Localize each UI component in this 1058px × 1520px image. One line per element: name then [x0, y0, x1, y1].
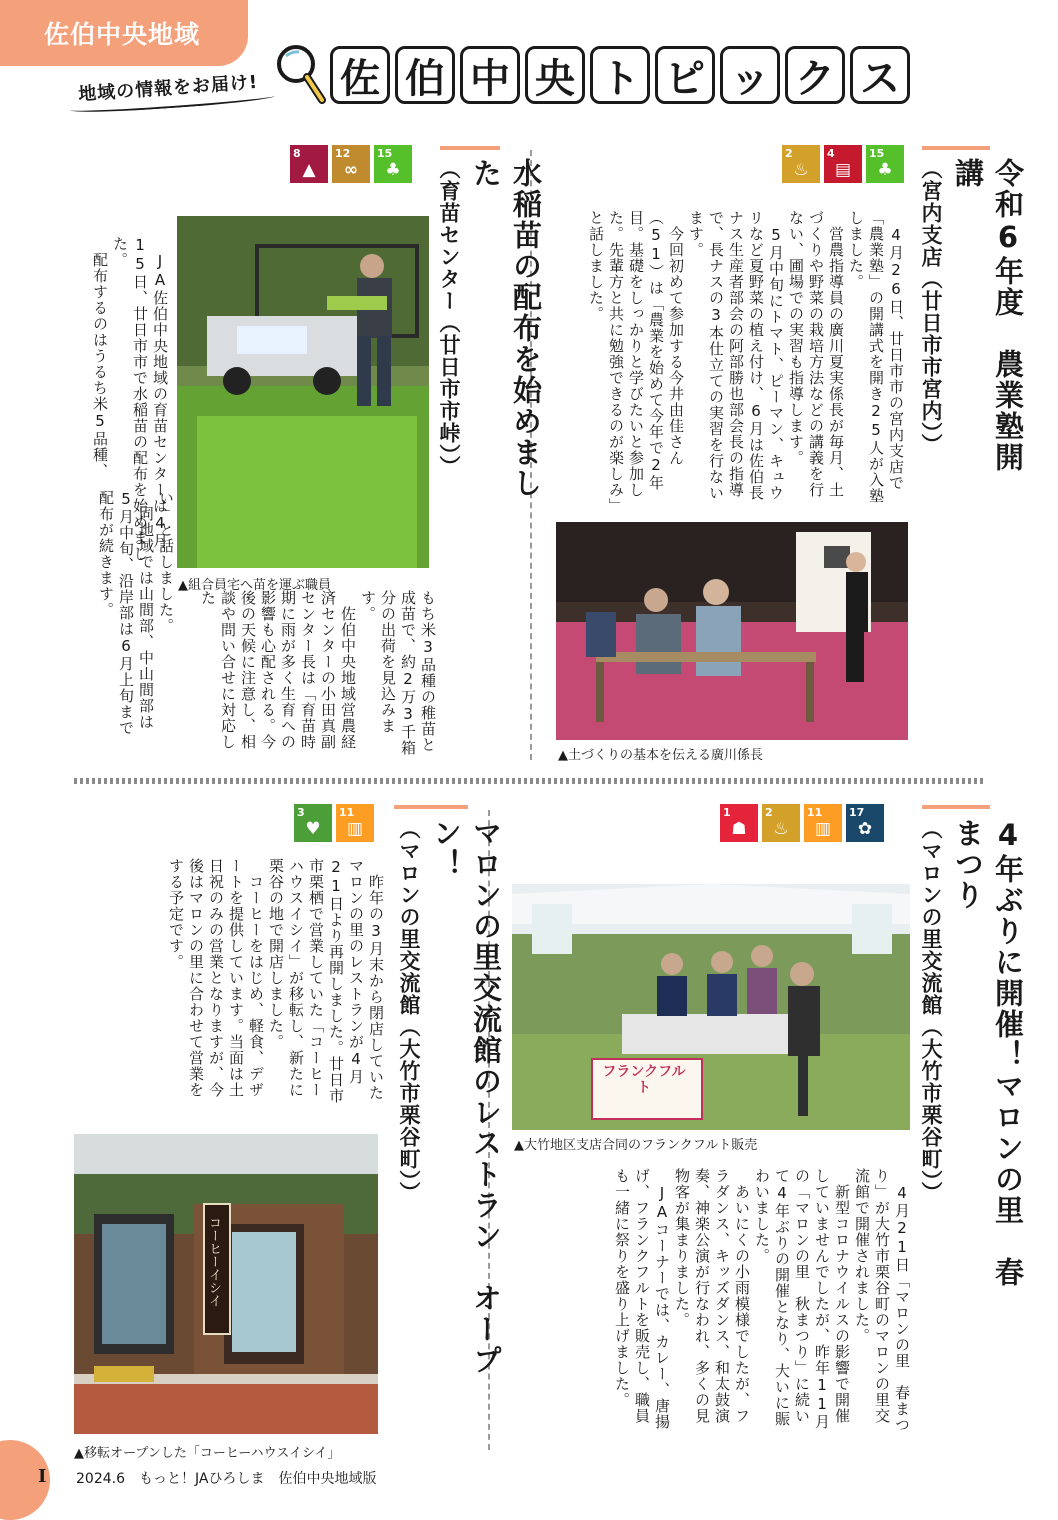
photo-caption: ▲移転オープンした「コーヒーハウスイシイ」: [74, 1446, 341, 1461]
magnifier-icon: [272, 42, 332, 106]
photo-coffee-house: [74, 1134, 378, 1434]
article-headline: 4年ぶりに開催！マロンの里 春まつり: [951, 818, 1025, 1288]
headline-accent: [394, 805, 468, 809]
tree-icon: 15 ♣: [866, 145, 904, 183]
article-headline: 令和6年度 農業塾開講: [951, 158, 1025, 473]
sdg-icons: [286, 145, 412, 183]
title-char: ス: [850, 46, 910, 104]
headline-accent: [922, 146, 990, 150]
photo-festival: [512, 884, 910, 1130]
article-body: 4月26日、廿日市市の宮内支店で「農業塾」の開講式を開き25人が入塾しました。 営農指導員の廣川夏実係長が毎月、土づくりや野菜の栽培方法などの講義を行ない、圃場での実習も指導します。 5月中旬にトマト、ピーマン、キュウリなど夏野菜の植え付け、6月は佐伯長ナス生産者部会の阿部勝也部会長の指導で、長ナスの3本仕立ての実習を行ないます。 今回初めて参加する今井由佳さん（51）は「農業を始めて今年で2年目。基礎をしっかりと学びたいと参加した。先輩方と共に勉強できるのが楽しみ」と話しました。: [587, 210, 905, 507]
photo-lecture: [556, 522, 908, 740]
article-body: 昨年の3月末から閉店していたマロンの里のレストランが4月21日より再開しました。廿日市市栗栖で営業していた「コーヒーハウスイシイ」が移転し、新たに栗谷の地で開店しました。 コーヒーをはじめ、軽食、デザートを提供しています。当面は土日祝のみの営業となりますが、今後はマロンの里に合わせて営業をする予定です。: [167, 858, 385, 1104]
photo-caption: ▲土づくりの基本を伝える廣川係長: [558, 748, 763, 763]
headline-accent: [440, 146, 500, 150]
people-icon: 1 ☗: [720, 804, 758, 842]
title-char: ッ: [720, 46, 780, 104]
article-headline: 水稲苗の配布を始めました: [469, 158, 543, 499]
article-subline: （宮内支店（廿日市市宮内））: [919, 158, 943, 456]
region-label: 佐伯中央地域: [44, 20, 201, 49]
sign-text: フランクフルト: [602, 1064, 686, 1096]
sdg-icons: [290, 804, 374, 842]
article-subline: （マロンの里交流館（大竹市栗谷町））: [397, 818, 421, 1204]
page-number: I: [38, 1466, 47, 1487]
tree-icon: 15 ♣: [374, 145, 412, 183]
flower-icon: 17 ✿: [846, 804, 884, 842]
title-char: ト: [590, 46, 650, 104]
bowl-icon: 2 ♨: [762, 804, 800, 842]
photo-caption: ▲組合員宅へ苗を運ぶ職員: [178, 578, 331, 593]
article-body: もち米3品種の稚苗と成苗で、約2万3千箱分の出荷を見込みます。 佐伯中央地域営農経済センターの小田真副センター長は「育苗時期に雨が多く生育への影響も心配される。今後の天候に注意し、相談や問い合せに対応した: [199, 590, 437, 756]
title-char: ク: [785, 46, 845, 104]
footer-text: 2024.6 もっと！JAひろしま 佐伯中央地域版: [76, 1471, 377, 1487]
title-char: 央: [525, 46, 585, 104]
tagline: 地域の情報をお届け!: [77, 71, 259, 106]
growth-icon: 8 ▲: [290, 145, 328, 183]
article-body: い」と話しました。 同地域では山間部、中山間部は5月中旬、沿岸部は6月上旬まで配布が続きます。: [97, 490, 175, 736]
city-icon: 11 ▥: [804, 804, 842, 842]
sign-text: コーヒーイシイ: [206, 1216, 221, 1307]
infinity-icon: 12 ∞: [332, 145, 370, 183]
bowl-icon: 2 ♨: [782, 145, 820, 183]
city-icon: 11 ▥: [336, 804, 374, 842]
sdg-icons: [716, 804, 884, 842]
book-icon: 4 ▤: [824, 145, 862, 183]
headline-accent: [922, 805, 990, 809]
article-subline: （育苗センター（廿日市市峠））: [437, 158, 461, 478]
article-body: JA佐伯中央地域の育苗センターは4月15日、廿日市市で水稲苗の配布を始めました。 配布するのはうるち米5品種、: [91, 236, 169, 562]
title-char: 中: [460, 46, 520, 104]
title-char: ピ: [655, 46, 715, 104]
article-body: 4月21日「マロンの里 春まつり」が大竹市栗谷町のマロンの里交流館で開催されました。 新型コロナウイルスの影響で開催していませんでしたが、昨年11月の「マロンの里 秋まつり」に続いて4年ぶりの開催となり、大いに賑わいました。 あいにくの小雨模様でしたが、フラダンス、キッズダンス、和太鼓演奏、神楽公演が行なわれ、多くの見物客が集まりました。 JAコーナーでは、カレー、唐揚げ、フランクフルトを販売し、職員も一緒に祭りを盛り上げました。: [613, 1168, 911, 1433]
sdg-icons: [778, 145, 904, 183]
page-title: [330, 46, 918, 104]
heartbeat-icon: 3 ♥: [294, 804, 332, 842]
article-subline: （マロンの里交流館（大竹市栗谷町））: [919, 818, 943, 1204]
photo-seedlings: [177, 216, 429, 568]
title-char: 佐: [330, 46, 390, 104]
article-headline: マロンの里交流館のレストラン オープン！: [429, 818, 503, 1376]
photo-caption: ▲大竹地区支店合同のフランクフルト販売: [514, 1138, 758, 1153]
region-tab: [0, 0, 248, 66]
section-divider: [74, 778, 986, 784]
title-char: 伯: [395, 46, 455, 104]
